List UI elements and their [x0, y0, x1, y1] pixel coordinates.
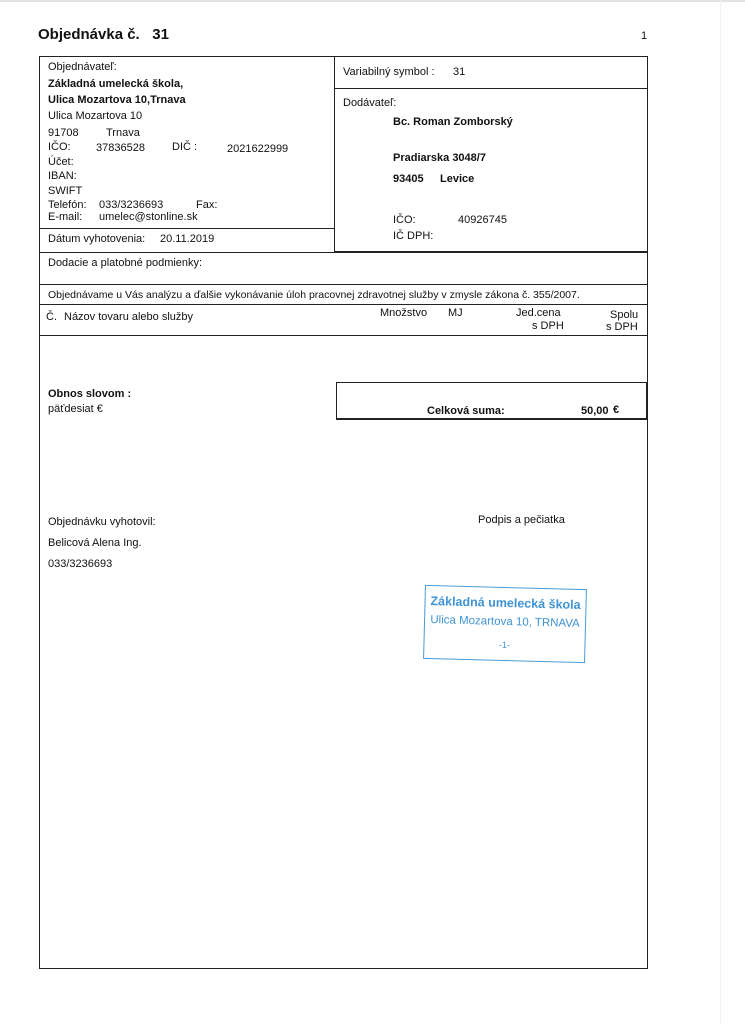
issued-by-name: Belicová Alena Ing.: [48, 537, 142, 549]
stamp-line1: Základná umelecká škola: [430, 594, 581, 612]
col-unit-price-line2: s DPH: [532, 320, 564, 332]
col-total-line1: Spolu: [610, 309, 639, 321]
school-stamp: [423, 585, 587, 663]
page-number: 1: [641, 30, 648, 42]
orderer-street: Ulica Mozartova 10: [48, 110, 143, 122]
supplier-icdph-label: IČ DPH:: [393, 230, 434, 242]
orderer-account-label: Účet:: [48, 156, 74, 168]
date-divider: [39, 228, 334, 229]
supplier-heading: Dodávateľ:: [343, 97, 397, 109]
col-unit: MJ: [448, 307, 463, 319]
supplier-city: Levice: [440, 173, 475, 185]
supplier-box: [334, 88, 648, 252]
orderer-city: Trnava: [106, 127, 140, 139]
total-value: 50,00: [581, 405, 609, 417]
date-value: 20.11.2019: [160, 233, 215, 245]
orderer-email-label: E-mail:: [48, 211, 83, 223]
stamp-line2: Ulica Mozartova 10, TRNAVA: [430, 614, 580, 630]
orderer-zip: 91708: [48, 127, 79, 139]
terms-top-line: [39, 252, 648, 253]
orderer-phone-label: Telefón:: [48, 199, 87, 211]
col-name: Názov tovaru alebo služby: [64, 311, 194, 323]
order-text: Objednávame u Vás analýzu a ďalšie vykonávanie úloh pracovnej zdravotnej služby v zmysle zákona č. 355/2007.: [48, 289, 580, 301]
document-title: [38, 26, 169, 44]
title-label: Objednávka č.: [38, 26, 140, 43]
orderer-swift-label: SWIFT: [48, 185, 83, 197]
issued-by-phone: 033/3236693: [48, 558, 113, 570]
supplier-ico: 40926745: [458, 214, 507, 226]
orderer-fax-label: Fax:: [196, 199, 218, 211]
order-number: 31: [152, 26, 169, 43]
amount-words-label: Obnos slovom :: [48, 388, 132, 400]
issued-by-label: Objednávku vyhotovil:: [48, 516, 156, 528]
table-header-bottom-line: [39, 335, 648, 336]
signature-label: Podpis a pečiatka: [478, 514, 565, 526]
col-unit-price-line1: Jed.cena: [516, 307, 561, 319]
orderer-ico: 37836528: [96, 142, 145, 154]
supplier-zip: 93405: [393, 173, 424, 185]
supplier-street: Pradiarska 3048/7: [393, 152, 486, 164]
orderer-iban-label: IBAN:: [48, 170, 77, 182]
orderer-address-bold: Ulica Mozartova 10,Trnava: [48, 94, 186, 106]
orderer-dic-label: DIČ :: [172, 141, 198, 153]
variable-symbol-label: Variabilný symbol :: [343, 66, 435, 78]
orderer-name: Základná umelecká škola,: [48, 78, 184, 90]
orderer-heading: Objednávateľ:: [48, 61, 117, 73]
table-header-top-line: [39, 304, 648, 305]
col-no: Č.: [46, 311, 57, 323]
orderer-phone: 033/3236693: [99, 199, 164, 211]
supplier-ico-label: IČO:: [393, 214, 416, 226]
amount-words-value: päťdesiat €: [48, 403, 103, 415]
total-label: Celková suma:: [427, 405, 505, 417]
supplier-name: Bc. Roman Zomborský: [393, 116, 513, 128]
col-total-line2: s DPH: [606, 321, 638, 333]
variable-symbol-value: 31: [453, 66, 466, 78]
delivery-terms-label: Dodacie a platobné podmienky:: [48, 257, 203, 269]
date-label: Dátum vyhotovenia:: [48, 233, 146, 245]
scan-edge-right: [720, 0, 721, 1024]
order-text-top-line: [39, 284, 648, 285]
orderer-dic: 2021622999: [227, 143, 289, 155]
total-currency: €: [613, 404, 620, 416]
col-qty: Množstvo: [380, 307, 428, 319]
orderer-email: umelec@stonline.sk: [99, 211, 198, 223]
stamp-line3: -1-: [498, 639, 511, 651]
scan-edge-top: [0, 0, 745, 2]
orderer-ico-label: IČO:: [48, 141, 71, 153]
